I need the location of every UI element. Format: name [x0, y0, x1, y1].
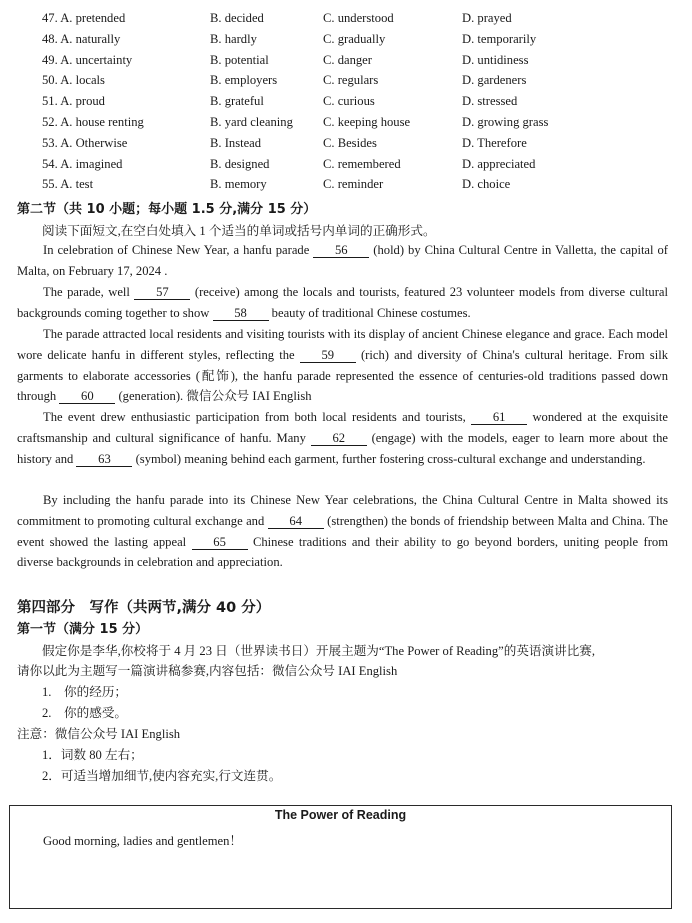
option-b: B. potential — [210, 52, 269, 67]
question-row-53 — [0, 133, 692, 154]
writing-note-1: 1．词数 80 左右； — [42, 748, 143, 762]
option-b: B. employers — [210, 73, 278, 88]
option-a: 47. A. pretended — [42, 11, 126, 25]
writing-prompt-line-2: 请你以此为主题写一篇演讲稿参赛,内容包括：微信公众号 IAI English — [17, 664, 398, 678]
blank-65[interactable]: 65 — [192, 535, 248, 550]
question-row-49 — [0, 50, 692, 71]
option-c: C. danger — [323, 52, 372, 67]
answer-box[interactable] — [9, 805, 672, 909]
passage-paragraph-3: The parade attracted local residents and visiting tourists with its display of ancient Chinese elegance and grace. Each model wore delicate hanfu in different styles, reflecting the 59 (rich) and diversity of China's cultural heritage. From silk garments to elaborate accessories (配饰), the hanfu parade represented the essence of centuries-old traditions passed down through 60 (generation). 微信公众号 IAI English — [17, 327, 668, 404]
option-b: B. decided — [210, 11, 264, 25]
blank-59[interactable]: 59 — [300, 348, 356, 363]
writing-section-heading: 第一节（满分 15 分） — [17, 622, 149, 637]
option-b: B. grateful — [210, 94, 264, 109]
blank-62[interactable]: 62 — [311, 431, 367, 446]
option-d: D. gardeners — [462, 73, 527, 88]
option-a: 55. A. test — [42, 177, 94, 192]
part-four-heading: 第四部分 写作（共两节,满分 40 分） — [17, 600, 271, 616]
blank-61[interactable]: 61 — [471, 410, 527, 425]
option-d: D. stressed — [462, 94, 518, 109]
option-c: C. curious — [323, 94, 375, 109]
writing-note: 注意：微信公众号 IAI English — [17, 727, 181, 741]
blank-63[interactable]: 63 — [76, 452, 132, 467]
answer-box-opening: Good morning, ladies and gentlemen！ — [43, 834, 243, 848]
option-a: 48. A. naturally — [42, 31, 121, 46]
passage-paragraph-2: The parade, well 57 (receive) among the locals and tourists, featured 23 volunteer models from diverse cultural backgrounds coming together to show 58 beauty of traditional Chinese costumes. — [17, 285, 668, 320]
option-a: 49. A. uncertainty — [42, 52, 133, 67]
blank-56[interactable]: 56 — [313, 243, 369, 258]
option-a: 50. A. locals — [42, 73, 105, 88]
writing-prompt-line-1: 假定你是李华,你校将于 4 月 23 日（世界读书日）开展主题为“The Power of Reading”的英语演讲比赛, — [42, 644, 596, 658]
option-c: C. reminder — [323, 177, 384, 192]
option-d: D. prayed — [462, 11, 512, 25]
option-d: D. appreciated — [462, 156, 536, 171]
question-row-55 — [0, 174, 692, 195]
option-a: 51. A. proud — [42, 94, 105, 109]
answer-box-title: The Power of Reading — [274, 808, 407, 822]
option-c: C. understood — [323, 11, 394, 25]
option-d: D. growing grass — [462, 114, 549, 129]
passage-paragraph-4: The event drew enthusiastic participation from both local residents and tourists, 61 wondered at the exquisite craftsmanship and cultural significance of hanfu. Many 62 (engage) with the models, eager to learn more about the history and 63 (symbol) meaning behind each garment, further fostering cross-cultural exchange and understanding. — [17, 410, 668, 466]
passage-paragraph-5: By including the hanfu parade into its Chinese New Year celebrations, the China Cultural Centre in Malta showed its commitment to promoting cultural exchange and 64 (strengthen) the bonds of friendship between Malta and China. The event showed the lasting appeal 65 Chinese traditions and their ability to go beyond borders, uniting people from diverse backgrounds in celebration and appreciation. — [17, 493, 668, 570]
writing-note-2: 2．可适当增加细节,使内容充实,行文连贯。 — [42, 769, 282, 783]
blank-64[interactable]: 64 — [268, 514, 324, 529]
multiple-choice-options — [0, 8, 692, 195]
blank-60[interactable]: 60 — [59, 389, 115, 404]
question-row-50 — [0, 70, 692, 91]
option-c: C. gradually — [323, 31, 386, 46]
option-d: D. untidiness — [462, 52, 529, 67]
blank-57[interactable]: 57 — [134, 285, 190, 300]
option-b: B. hardly — [210, 31, 257, 46]
option-a: 53. A. Otherwise — [42, 135, 128, 150]
option-b: B. designed — [210, 156, 270, 171]
passage-paragraph-1: In celebration of Chinese New Year, a hanfu parade 56 (hold) by China Cultural Centre in Valletta, the capital of Malta, on February 17, 2024 . — [17, 243, 668, 278]
option-c: C. remembered — [323, 156, 401, 171]
option-b: B. yard cleaning — [210, 114, 293, 129]
option-b: B. memory — [210, 177, 267, 192]
option-c: C. regulars — [323, 73, 379, 88]
section-instruction: 阅读下面短文,在空白处填入 1 个适当的单词或括号内单词的正确形式。 — [42, 224, 436, 238]
option-c: C. Besides — [323, 135, 377, 150]
question-row-54 — [0, 154, 692, 175]
option-d: D. choice — [462, 177, 511, 192]
option-a: 54. A. imagined — [42, 156, 123, 171]
option-a: 52. A. house renting — [42, 114, 144, 129]
question-row-52 — [0, 112, 692, 133]
blank-58[interactable]: 58 — [213, 306, 269, 321]
question-row-48 — [0, 29, 692, 50]
option-d: D. temporarily — [462, 31, 537, 46]
section-heading: 第二节（共 10 小题；每小题 1.5 分,满分 15 分） — [17, 202, 317, 217]
option-c: C. keeping house — [323, 114, 411, 129]
option-b: B. Instead — [210, 135, 262, 150]
option-d: D. Therefore — [462, 135, 527, 150]
question-row-51 — [0, 91, 692, 112]
writing-point-1: 1. 你的经历； — [42, 685, 128, 699]
question-row-47 — [0, 8, 692, 29]
writing-point-2: 2. 你的感受。 — [42, 706, 128, 720]
